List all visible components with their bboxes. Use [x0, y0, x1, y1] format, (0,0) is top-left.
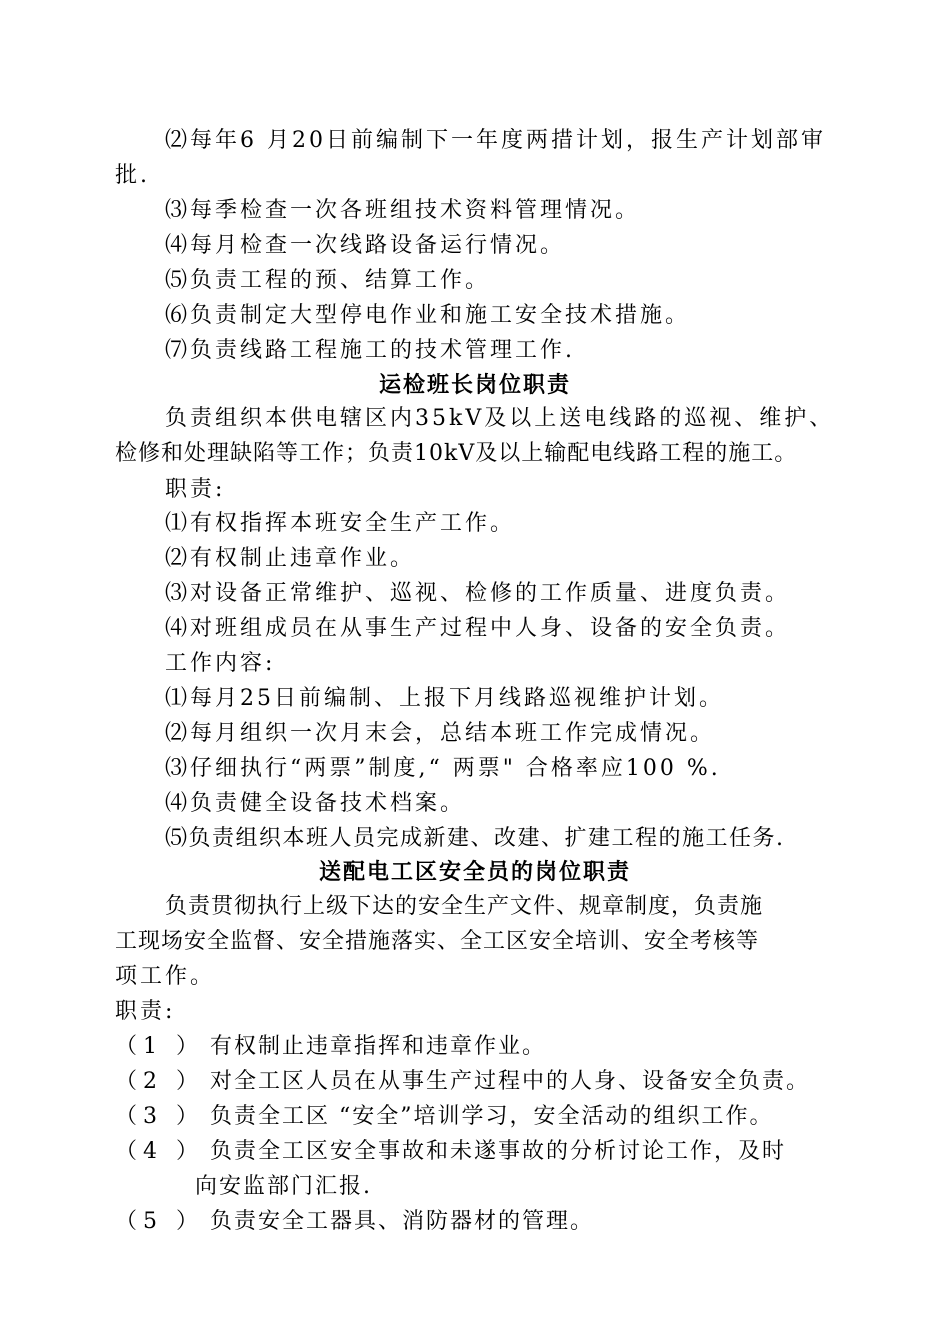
item-number: （3 ） [115, 1104, 204, 1129]
numbered-item [115, 1032, 850, 1062]
work-content-label: 工作内容: [165, 651, 276, 676]
list-item: ⑶对设备正常维护、巡视、检修的工作质量、进度负责。 [165, 581, 791, 606]
duties-label: 职责: [115, 999, 176, 1024]
section-heading: 送配电工区安全员的岗位职责 [318, 859, 631, 885]
item-text: 负责全工区安全事故和未遂事故的分析讨论工作，及时 [210, 1139, 787, 1164]
item-continuation: 向安监部门汇报. [195, 1174, 372, 1199]
paragraph-line: 负责贯彻执行上级下达的安全生产文件、规章制度，负责施 [165, 894, 764, 919]
list-item: ⑵每月组织一次月末会，总结本班工作完成情况。 [165, 721, 716, 746]
paragraph-line: 项工作。 [115, 964, 216, 989]
numbered-item [115, 1067, 850, 1097]
list-item: ⑵有权制止违章作业。 [165, 546, 416, 571]
numbered-item [115, 1102, 850, 1132]
list-item: ⑷对班组成员在从事生产过程中人身、设备的安全负责。 [165, 616, 791, 641]
paragraph-line: ⑺负责线路工程施工的技术管理工作. [165, 338, 575, 363]
paragraph-line: ⑸负责工程的预、结算工作。 [165, 268, 491, 293]
paragraph-line: 检修和处理缺陷等工作；负责10kV及以上输配电线路工程的施工。 [115, 441, 798, 466]
list-item: ⑷负责健全设备技术档案。 [165, 791, 466, 816]
item-number: （2 ） [115, 1069, 204, 1094]
list-item: ⑴每月25日前编制、上报下月线路巡视维护计划。 [165, 686, 724, 711]
item-text: 有权制止违章指挥和违章作业。 [210, 1034, 547, 1059]
paragraph-line: 批. [115, 163, 150, 188]
list-item: ⑶仔细执行“两票”制度,“ 两票" 合格率应100 %. [165, 756, 721, 781]
paragraph-line: ⑷每月检查一次线路设备运行情况。 [165, 233, 566, 258]
list-item: ⑴有权指挥本班安全生产工作。 [165, 511, 516, 536]
item-text: 负责全工区 “安全”培训学习，安全活动的组织工作。 [210, 1104, 774, 1129]
duties-label: 职责: [165, 477, 226, 502]
item-text: 负责安全工器具、消防器材的管理。 [210, 1209, 595, 1234]
item-text: 对全工区人员在从事生产过程中的人身、设备安全负责。 [210, 1069, 811, 1094]
list-item: ⑸负责组织本班人员完成新建、改建、扩建工程的施工任务. [165, 826, 785, 851]
section-heading: 运检班长岗位职责 [378, 372, 571, 398]
item-number: （4 ） [115, 1139, 204, 1164]
numbered-item [115, 1207, 850, 1237]
numbered-item [115, 1137, 850, 1167]
paragraph-line: 工现场安全监督、安全措施落实、全工区安全培训、安全考核等 [115, 929, 760, 954]
item-number: （1 ） [115, 1034, 204, 1059]
item-number: （5 ） [115, 1209, 204, 1234]
paragraph-line: 负责组织本供电辖区内35kV及以上送电线路的巡视、维护、 [165, 406, 835, 431]
paragraph-line: ⑶每季检查一次各班组技术资料管理情况。 [165, 198, 641, 223]
paragraph-line: ⑹负责制定大型停电作业和施工安全技术措施。 [165, 303, 691, 328]
paragraph-line: ⑵每年6 月20日前编制下一年度两措计划，报生产计划部审 [165, 128, 826, 153]
